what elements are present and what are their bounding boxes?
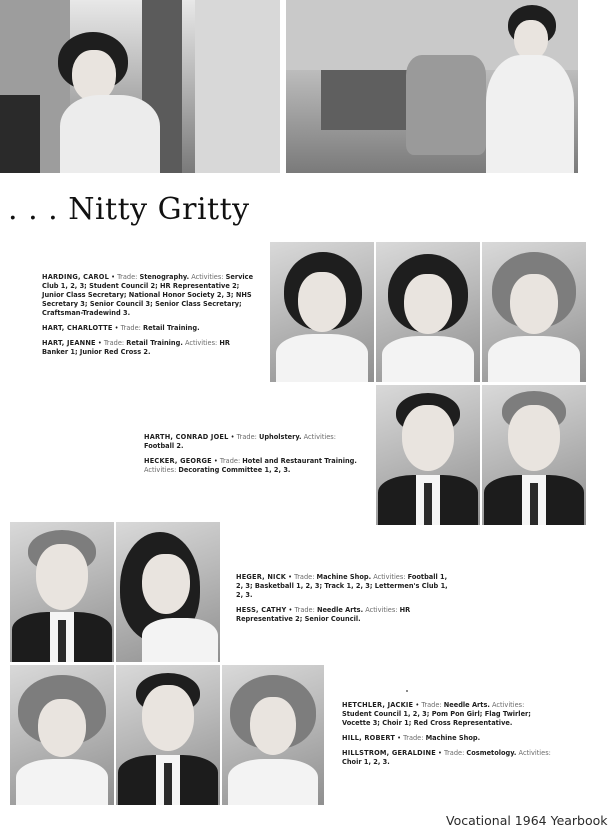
portrait-harth-conrad xyxy=(376,385,480,525)
student-entry: HART, CHARLOTTE • Trade: Retail Training. xyxy=(42,324,200,332)
portrait-heger-nick xyxy=(10,522,114,662)
student-entry: HART, JEANNE • Trade: Retail Training. Activities: HR Banker 1; Junior Red Cross 2. xyxy=(42,339,230,356)
student-entry: HETCHLER, JACKIE • Trade: Needle Arts. Activities: Student Council 1, 2, 3; Pom Pon Girl; Flag Twirler; Vocette 3; Choir 1; Red Cross Representative. xyxy=(342,701,531,727)
candid-photo-dress-rack xyxy=(286,0,578,173)
page-title: . . . Nitty Gritty xyxy=(8,192,250,227)
student-entry: HESS, CATHY • Trade: Needle Arts. Activities: HR Representative 2; Senior Council. xyxy=(236,606,411,623)
portrait-hetchler-jackie xyxy=(10,665,114,805)
caption-group-2 xyxy=(144,433,362,481)
portrait-hess-cathy xyxy=(116,522,220,662)
student-entry: HARDING, CAROL • Trade: Stenography. Activities: Service Club 1, 2, 3; Student Council 2; HR Representative 2; Junior Class Secretary; National Honor Society 2, 3; NHS Secretary 3; Senior Council 3; Senior Class Secretary; Craftsman-Tradewind 3. xyxy=(42,273,254,317)
caption-group-3 xyxy=(236,573,450,630)
page-footer: Vocational 1964 Yearbook xyxy=(446,813,608,828)
portrait-hart-charlotte xyxy=(376,242,480,382)
student-entry: HILL, ROBERT • Trade: Machine Shop. xyxy=(342,734,481,742)
caption-group-1 xyxy=(42,273,256,363)
portrait-hillstrom-geraldine xyxy=(222,665,324,805)
portrait-harding-carol xyxy=(270,242,374,382)
portrait-hart-jeanne xyxy=(482,242,586,382)
caption-group-4 xyxy=(342,701,556,773)
student-entry: HEGER, NICK • Trade: Machine Shop. Activities: Football 1, 2, 3; Basketball 1, 2, 3; Track 1, 2, 3; Lettermen's Club 1, 2, 3. xyxy=(236,573,448,599)
student-entry: HILLSTROM, GERALDINE • Trade: Cosmetology. Activities: Choir 1, 2, 3. xyxy=(342,749,551,766)
speck xyxy=(406,690,408,692)
portrait-hecker-george xyxy=(482,385,586,525)
student-entry: HECKER, GEORGE • Trade: Hotel and Restaurant Training. Activities: Decorating Committee 1, 2, 3. xyxy=(144,457,357,474)
portrait-hill-robert xyxy=(116,665,220,805)
candid-photo-sewing xyxy=(0,0,280,173)
student-entry: HARTH, CONRAD JOEL • Trade: Upholstery. Activities: Football 2. xyxy=(144,433,336,450)
